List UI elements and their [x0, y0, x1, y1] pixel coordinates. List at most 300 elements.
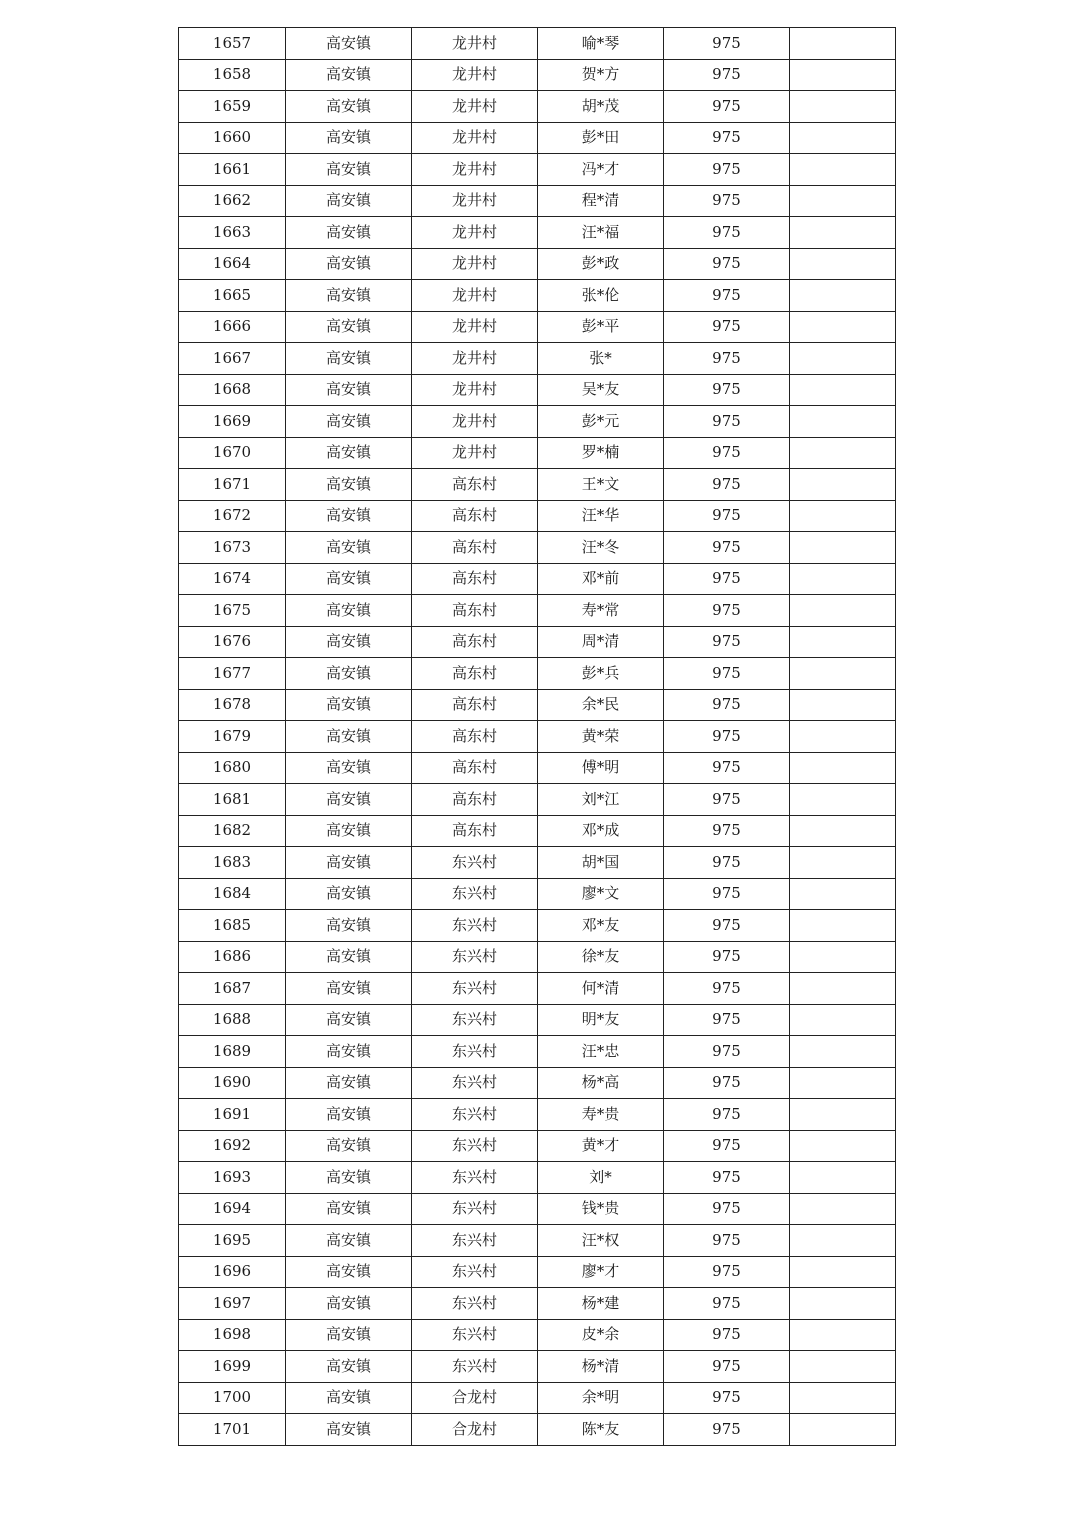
town-cell: 高安镇: [286, 1319, 412, 1351]
amount-cell: 975: [664, 1162, 790, 1194]
village-cell: 东兴村: [412, 1162, 538, 1194]
amount-cell: 975: [664, 1099, 790, 1131]
person-name-cell: 陈*友: [538, 1414, 664, 1446]
town-cell: 高安镇: [286, 595, 412, 627]
table-row: [179, 563, 896, 595]
person-name-cell: 钱*贵: [538, 1193, 664, 1225]
remark-cell: [790, 217, 896, 249]
town-cell: 高安镇: [286, 941, 412, 973]
row-number-cell: 1685: [179, 910, 286, 942]
person-name-cell: 张*: [538, 343, 664, 375]
person-name-cell: 张*伦: [538, 280, 664, 312]
remark-cell: [790, 1414, 896, 1446]
amount-cell: 975: [664, 437, 790, 469]
remark-cell: [790, 1319, 896, 1351]
remark-cell: [790, 343, 896, 375]
table-row: [179, 973, 896, 1005]
person-name-cell: 明*友: [538, 1004, 664, 1036]
town-cell: 高安镇: [286, 280, 412, 312]
remark-cell: [790, 721, 896, 753]
table-row: [179, 374, 896, 406]
row-number-cell: 1686: [179, 941, 286, 973]
village-cell: 龙井村: [412, 248, 538, 280]
village-cell: 高东村: [412, 469, 538, 501]
person-name-cell: 杨*清: [538, 1351, 664, 1383]
village-cell: 龙井村: [412, 374, 538, 406]
row-number-cell: 1698: [179, 1319, 286, 1351]
remark-cell: [790, 815, 896, 847]
person-name-cell: 傅*明: [538, 752, 664, 784]
remark-cell: [790, 469, 896, 501]
village-cell: 高东村: [412, 784, 538, 816]
table-row: [179, 1099, 896, 1131]
town-cell: 高安镇: [286, 122, 412, 154]
town-cell: 高安镇: [286, 28, 412, 60]
amount-cell: 975: [664, 1256, 790, 1288]
table-row: [179, 1130, 896, 1162]
amount-cell: 975: [664, 1319, 790, 1351]
village-cell: 东兴村: [412, 1130, 538, 1162]
village-cell: 高东村: [412, 532, 538, 564]
person-name-cell: 喻*琴: [538, 28, 664, 60]
town-cell: 高安镇: [286, 248, 412, 280]
row-number-cell: 1660: [179, 122, 286, 154]
table-row: [179, 154, 896, 186]
person-name-cell: 黄*荣: [538, 721, 664, 753]
remark-cell: [790, 910, 896, 942]
remark-cell: [790, 437, 896, 469]
amount-cell: 975: [664, 122, 790, 154]
table-row: [179, 1256, 896, 1288]
village-cell: 高东村: [412, 689, 538, 721]
row-number-cell: 1680: [179, 752, 286, 784]
table-row: [179, 500, 896, 532]
row-number-cell: 1661: [179, 154, 286, 186]
town-cell: 高安镇: [286, 1351, 412, 1383]
remark-cell: [790, 500, 896, 532]
amount-cell: 975: [664, 1225, 790, 1257]
person-name-cell: 彭*平: [538, 311, 664, 343]
table-row: [179, 1036, 896, 1068]
table-row: [179, 721, 896, 753]
village-cell: 高东村: [412, 658, 538, 690]
remark-cell: [790, 185, 896, 217]
row-number-cell: 1694: [179, 1193, 286, 1225]
row-number-cell: 1671: [179, 469, 286, 501]
amount-cell: 975: [664, 154, 790, 186]
town-cell: 高安镇: [286, 689, 412, 721]
roster-table-body: [179, 28, 896, 1446]
village-cell: 高东村: [412, 595, 538, 627]
row-number-cell: 1664: [179, 248, 286, 280]
remark-cell: [790, 1256, 896, 1288]
row-number-cell: 1673: [179, 532, 286, 564]
table-row: [179, 626, 896, 658]
village-cell: 龙井村: [412, 437, 538, 469]
village-cell: 东兴村: [412, 1288, 538, 1320]
table-row: [179, 1319, 896, 1351]
village-cell: 东兴村: [412, 1193, 538, 1225]
person-name-cell: 邓*前: [538, 563, 664, 595]
table-row: [179, 469, 896, 501]
remark-cell: [790, 1067, 896, 1099]
amount-cell: 975: [664, 941, 790, 973]
town-cell: 高安镇: [286, 1225, 412, 1257]
village-cell: 高东村: [412, 500, 538, 532]
amount-cell: 975: [664, 311, 790, 343]
row-number-cell: 1679: [179, 721, 286, 753]
table-row: [179, 815, 896, 847]
remark-cell: [790, 752, 896, 784]
row-number-cell: 1688: [179, 1004, 286, 1036]
remark-cell: [790, 784, 896, 816]
amount-cell: 975: [664, 595, 790, 627]
person-name-cell: 余*明: [538, 1382, 664, 1414]
village-cell: 龙井村: [412, 28, 538, 60]
amount-cell: 975: [664, 280, 790, 312]
amount-cell: 975: [664, 91, 790, 123]
town-cell: 高安镇: [286, 1256, 412, 1288]
table-row: [179, 311, 896, 343]
town-cell: 高安镇: [286, 1288, 412, 1320]
amount-cell: 975: [664, 1382, 790, 1414]
person-name-cell: 徐*友: [538, 941, 664, 973]
village-cell: 东兴村: [412, 1099, 538, 1131]
roster-table: [178, 27, 896, 1446]
row-number-cell: 1691: [179, 1099, 286, 1131]
table-row: [179, 185, 896, 217]
remark-cell: [790, 280, 896, 312]
row-number-cell: 1696: [179, 1256, 286, 1288]
row-number-cell: 1659: [179, 91, 286, 123]
amount-cell: 975: [664, 626, 790, 658]
remark-cell: [790, 532, 896, 564]
town-cell: 高安镇: [286, 1162, 412, 1194]
town-cell: 高安镇: [286, 784, 412, 816]
remark-cell: [790, 563, 896, 595]
amount-cell: 975: [664, 752, 790, 784]
town-cell: 高安镇: [286, 721, 412, 753]
table-row: [179, 784, 896, 816]
town-cell: 高安镇: [286, 343, 412, 375]
table-row: [179, 1414, 896, 1446]
person-name-cell: 刘*江: [538, 784, 664, 816]
remark-cell: [790, 626, 896, 658]
table-row: [179, 91, 896, 123]
person-name-cell: 汪*冬: [538, 532, 664, 564]
row-number-cell: 1695: [179, 1225, 286, 1257]
person-name-cell: 贺*方: [538, 59, 664, 91]
village-cell: 龙井村: [412, 59, 538, 91]
village-cell: 龙井村: [412, 280, 538, 312]
table-row: [179, 1193, 896, 1225]
amount-cell: 975: [664, 217, 790, 249]
town-cell: 高安镇: [286, 311, 412, 343]
row-number-cell: 1658: [179, 59, 286, 91]
town-cell: 高安镇: [286, 59, 412, 91]
village-cell: 东兴村: [412, 1067, 538, 1099]
village-cell: 东兴村: [412, 941, 538, 973]
amount-cell: 975: [664, 1004, 790, 1036]
table-row: [179, 752, 896, 784]
village-cell: 东兴村: [412, 847, 538, 879]
village-cell: 龙井村: [412, 217, 538, 249]
amount-cell: 975: [664, 248, 790, 280]
remark-cell: [790, 406, 896, 438]
amount-cell: 975: [664, 500, 790, 532]
table-row: [179, 941, 896, 973]
row-number-cell: 1690: [179, 1067, 286, 1099]
amount-cell: 975: [664, 1130, 790, 1162]
amount-cell: 975: [664, 59, 790, 91]
row-number-cell: 1683: [179, 847, 286, 879]
town-cell: 高安镇: [286, 91, 412, 123]
person-name-cell: 周*清: [538, 626, 664, 658]
remark-cell: [790, 658, 896, 690]
amount-cell: 975: [664, 563, 790, 595]
person-name-cell: 皮*余: [538, 1319, 664, 1351]
person-name-cell: 吴*友: [538, 374, 664, 406]
village-cell: 龙井村: [412, 122, 538, 154]
town-cell: 高安镇: [286, 500, 412, 532]
village-cell: 合龙村: [412, 1382, 538, 1414]
row-number-cell: 1669: [179, 406, 286, 438]
row-number-cell: 1699: [179, 1351, 286, 1383]
village-cell: 东兴村: [412, 878, 538, 910]
table-row: [179, 532, 896, 564]
village-cell: 高东村: [412, 752, 538, 784]
row-number-cell: 1663: [179, 217, 286, 249]
town-cell: 高安镇: [286, 532, 412, 564]
remark-cell: [790, 595, 896, 627]
person-name-cell: 胡*国: [538, 847, 664, 879]
row-number-cell: 1672: [179, 500, 286, 532]
person-name-cell: 何*清: [538, 973, 664, 1005]
town-cell: 高安镇: [286, 406, 412, 438]
remark-cell: [790, 28, 896, 60]
village-cell: 东兴村: [412, 1319, 538, 1351]
table-row: [179, 248, 896, 280]
remark-cell: [790, 122, 896, 154]
row-number-cell: 1689: [179, 1036, 286, 1068]
amount-cell: 975: [664, 1067, 790, 1099]
remark-cell: [790, 689, 896, 721]
village-cell: 龙井村: [412, 311, 538, 343]
village-cell: 龙井村: [412, 406, 538, 438]
remark-cell: [790, 154, 896, 186]
amount-cell: 975: [664, 784, 790, 816]
person-name-cell: 彭*兵: [538, 658, 664, 690]
town-cell: 高安镇: [286, 1036, 412, 1068]
town-cell: 高安镇: [286, 815, 412, 847]
amount-cell: 975: [664, 689, 790, 721]
row-number-cell: 1684: [179, 878, 286, 910]
person-name-cell: 寿*常: [538, 595, 664, 627]
amount-cell: 975: [664, 28, 790, 60]
town-cell: 高安镇: [286, 374, 412, 406]
table-row: [179, 280, 896, 312]
table-row: [179, 689, 896, 721]
amount-cell: 975: [664, 1414, 790, 1446]
row-number-cell: 1701: [179, 1414, 286, 1446]
amount-cell: 975: [664, 1036, 790, 1068]
person-name-cell: 王*文: [538, 469, 664, 501]
town-cell: 高安镇: [286, 1382, 412, 1414]
row-number-cell: 1674: [179, 563, 286, 595]
amount-cell: 975: [664, 1351, 790, 1383]
village-cell: 东兴村: [412, 910, 538, 942]
table-row: [179, 437, 896, 469]
town-cell: 高安镇: [286, 1067, 412, 1099]
row-number-cell: 1668: [179, 374, 286, 406]
town-cell: 高安镇: [286, 847, 412, 879]
town-cell: 高安镇: [286, 910, 412, 942]
person-name-cell: 寿*贵: [538, 1099, 664, 1131]
person-name-cell: 汪*忠: [538, 1036, 664, 1068]
remark-cell: [790, 1036, 896, 1068]
town-cell: 高安镇: [286, 1193, 412, 1225]
row-number-cell: 1665: [179, 280, 286, 312]
person-name-cell: 彭*政: [538, 248, 664, 280]
row-number-cell: 1667: [179, 343, 286, 375]
amount-cell: 975: [664, 878, 790, 910]
town-cell: 高安镇: [286, 658, 412, 690]
village-cell: 东兴村: [412, 1225, 538, 1257]
remark-cell: [790, 1382, 896, 1414]
town-cell: 高安镇: [286, 1414, 412, 1446]
town-cell: 高安镇: [286, 563, 412, 595]
person-name-cell: 汪*权: [538, 1225, 664, 1257]
amount-cell: 975: [664, 343, 790, 375]
table-row: [179, 122, 896, 154]
amount-cell: 975: [664, 185, 790, 217]
row-number-cell: 1676: [179, 626, 286, 658]
village-cell: 高东村: [412, 626, 538, 658]
remark-cell: [790, 973, 896, 1005]
remark-cell: [790, 59, 896, 91]
village-cell: 东兴村: [412, 1004, 538, 1036]
amount-cell: 975: [664, 406, 790, 438]
table-row: [179, 595, 896, 627]
remark-cell: [790, 878, 896, 910]
table-row: [179, 59, 896, 91]
person-name-cell: 程*清: [538, 185, 664, 217]
town-cell: 高安镇: [286, 185, 412, 217]
person-name-cell: 廖*文: [538, 878, 664, 910]
table-row: [179, 1004, 896, 1036]
village-cell: 合龙村: [412, 1414, 538, 1446]
person-name-cell: 余*民: [538, 689, 664, 721]
row-number-cell: 1666: [179, 311, 286, 343]
person-name-cell: 黄*才: [538, 1130, 664, 1162]
amount-cell: 975: [664, 815, 790, 847]
amount-cell: 975: [664, 469, 790, 501]
table-row: [179, 1162, 896, 1194]
amount-cell: 975: [664, 374, 790, 406]
amount-cell: 975: [664, 910, 790, 942]
table-row: [179, 1351, 896, 1383]
table-row: [179, 1225, 896, 1257]
row-number-cell: 1657: [179, 28, 286, 60]
row-number-cell: 1700: [179, 1382, 286, 1414]
village-cell: 东兴村: [412, 1036, 538, 1068]
row-number-cell: 1662: [179, 185, 286, 217]
table-row: [179, 28, 896, 60]
remark-cell: [790, 847, 896, 879]
table-row: [179, 1288, 896, 1320]
amount-cell: 975: [664, 721, 790, 753]
remark-cell: [790, 1288, 896, 1320]
village-cell: 东兴村: [412, 1351, 538, 1383]
person-name-cell: 冯*才: [538, 154, 664, 186]
table-row: [179, 343, 896, 375]
person-name-cell: 汪*华: [538, 500, 664, 532]
row-number-cell: 1682: [179, 815, 286, 847]
table-row: [179, 1382, 896, 1414]
row-number-cell: 1693: [179, 1162, 286, 1194]
remark-cell: [790, 374, 896, 406]
remark-cell: [790, 1225, 896, 1257]
town-cell: 高安镇: [286, 437, 412, 469]
remark-cell: [790, 1130, 896, 1162]
person-name-cell: 汪*福: [538, 217, 664, 249]
person-name-cell: 廖*才: [538, 1256, 664, 1288]
table-row: [179, 910, 896, 942]
table-row: [179, 658, 896, 690]
row-number-cell: 1675: [179, 595, 286, 627]
table-row: [179, 878, 896, 910]
person-name-cell: 邓*友: [538, 910, 664, 942]
row-number-cell: 1697: [179, 1288, 286, 1320]
town-cell: 高安镇: [286, 154, 412, 186]
village-cell: 高东村: [412, 563, 538, 595]
town-cell: 高安镇: [286, 1004, 412, 1036]
town-cell: 高安镇: [286, 1130, 412, 1162]
village-cell: 龙井村: [412, 185, 538, 217]
village-cell: 龙井村: [412, 91, 538, 123]
remark-cell: [790, 1162, 896, 1194]
table-row: [179, 1067, 896, 1099]
row-number-cell: 1678: [179, 689, 286, 721]
town-cell: 高安镇: [286, 1099, 412, 1131]
amount-cell: 975: [664, 532, 790, 564]
person-name-cell: 邓*成: [538, 815, 664, 847]
amount-cell: 975: [664, 1288, 790, 1320]
town-cell: 高安镇: [286, 878, 412, 910]
row-number-cell: 1681: [179, 784, 286, 816]
person-name-cell: 罗*楠: [538, 437, 664, 469]
table-row: [179, 217, 896, 249]
table-row: [179, 406, 896, 438]
row-number-cell: 1687: [179, 973, 286, 1005]
amount-cell: 975: [664, 1193, 790, 1225]
village-cell: 龙井村: [412, 154, 538, 186]
row-number-cell: 1692: [179, 1130, 286, 1162]
town-cell: 高安镇: [286, 973, 412, 1005]
remark-cell: [790, 941, 896, 973]
person-name-cell: 彭*田: [538, 122, 664, 154]
village-cell: 东兴村: [412, 973, 538, 1005]
person-name-cell: 彭*元: [538, 406, 664, 438]
remark-cell: [790, 1099, 896, 1131]
row-number-cell: 1677: [179, 658, 286, 690]
amount-cell: 975: [664, 847, 790, 879]
remark-cell: [790, 248, 896, 280]
amount-cell: 975: [664, 973, 790, 1005]
remark-cell: [790, 1351, 896, 1383]
remark-cell: [790, 1193, 896, 1225]
person-name-cell: 杨*建: [538, 1288, 664, 1320]
